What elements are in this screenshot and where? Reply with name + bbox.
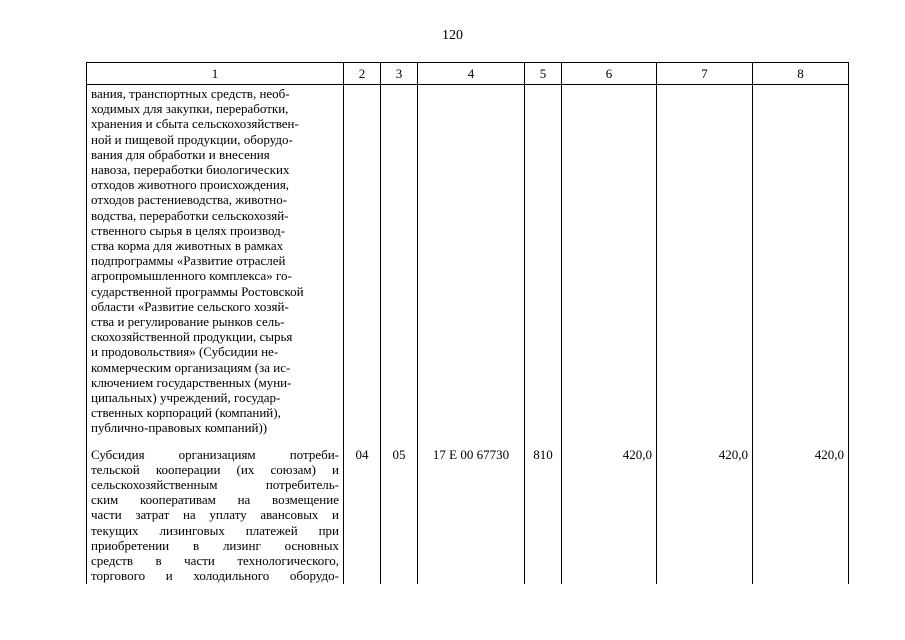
column-header-3: 3 [381,63,418,85]
table-row [87,85,849,447]
amount-year-1: 420,0 [562,447,657,584]
column-header-7: 7 [657,63,753,85]
description-line: и продовольствия» (Субсидии не- [91,344,279,360]
description-line: части затрат на уплату авансовых и [91,507,339,523]
description-line: ства и регулирование рынков сель- [91,314,285,330]
expense-type-code [525,85,562,447]
expense-type-code: 810 [525,447,562,584]
amount-year-3: 420,0 [753,447,849,584]
table-row [87,447,849,584]
description-line: публично-правовых компаний)) [91,420,268,436]
description-line: ственных корпораций (компаний), [91,405,281,421]
description-line: области «Развитие сельского хозяй- [91,298,289,314]
column-header-1: 1 [87,63,344,85]
description-line: сударственной программы Ростовской [91,283,304,299]
page-number: 120 [442,28,463,43]
target-article-code [418,85,525,447]
description-line: ной и пищевой продукции, оборудо- [91,131,293,147]
column-header-2: 2 [344,63,381,85]
description-line: отходов растениеводства, животно- [91,192,288,208]
header-row [87,63,849,85]
target-article-code: 17 Е 00 67730 [418,447,525,584]
description-line: подпрограммы «Развитие отраслей [91,253,286,269]
column-header-4: 4 [418,63,525,85]
column-header-5: 5 [525,63,562,85]
row-description [87,447,344,584]
description-line: вания, транспортных средств, необ- [91,86,290,101]
amount-year-2 [657,85,753,447]
column-header-8: 8 [753,63,849,85]
description-line: коммерческим организациям (за ис- [91,359,291,375]
section-code [344,85,381,447]
budget-table [86,62,849,584]
description-line: ключением государственных (муни- [91,374,292,390]
subsection-code [381,85,418,447]
section-code: 04 [344,447,381,584]
description-line: торгового и холодильного оборудо- [91,568,339,584]
description-line: приобретении в лизинг основных [91,537,339,553]
description-line: хранения и сбыта сельскохозяйствен- [91,116,299,132]
amount-year-1 [562,85,657,447]
description-line: вания для обработки и внесения [91,146,270,162]
description-line: ходимых для закупки, переработки, [91,101,289,117]
description-line: Субсидия организациям потреби- [91,446,339,462]
description-line: водства, переработки сельскохозяй- [91,207,289,223]
amount-year-2: 420,0 [657,447,753,584]
description-line: сельскохозяйственным потребитель- [91,477,339,493]
description-line: навоза, переработки биологических [91,162,290,178]
row-description [87,85,344,447]
description-line: ства корма для животных в рамках [91,238,284,254]
description-line: ским кооперативам на возмещение [91,492,339,508]
subsection-code: 05 [381,447,418,584]
description-line: скохозяйственной продукции, сырья [91,329,293,345]
column-header-6: 6 [562,63,657,85]
description-line: текущих лизинговых платежей при [91,522,339,538]
description-line: тельской кооперации (их союзам) и [91,461,339,477]
description-line: агропромышленного комплекса» го- [91,268,292,284]
description-line: ципальных) учреждений, государ- [91,390,281,406]
description-line: отходов животного происхождения, [91,177,290,193]
description-line: средств в части технологического, [91,553,339,569]
description-line: ственного сырья в целях производ- [91,222,286,238]
amount-year-3 [753,85,849,447]
